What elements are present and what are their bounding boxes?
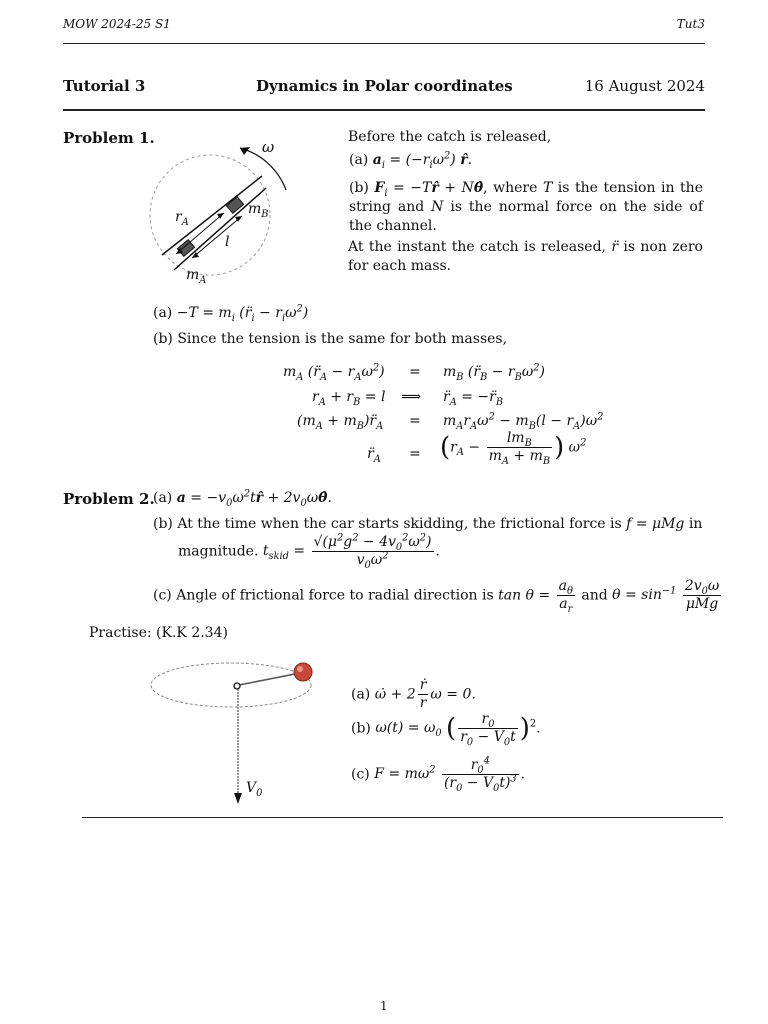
problem1-solution-b: (b) Since the tension is the same for both masses, xyxy=(153,331,508,347)
equation-line-3-rhs: $m_Ar_A\omega^2 - m_B(l - r_A)\omega^2$ xyxy=(443,411,604,432)
problem2-heading: Problem 2. xyxy=(63,490,155,508)
problem2-part-b: (b) At the time when the car starts skidding, the frictional force is f = μMg in xyxy=(153,516,703,532)
problem2-skid-time: magnitude. $t_{skid}$ = $\frac{√(\mu^2g^2 - 4v_0^2\omega^2)}{v_0\omega^2}$ . xyxy=(178,532,440,571)
problem1-solution-a: $(a) -T = m_i$ $(r̈_i - r_i\omega^2)$ xyxy=(153,303,309,324)
practise-part-a: (a) ω̇ + 2 $\frac{\text{ṙ}}{r}$ ω = 0. xyxy=(351,677,476,711)
string-horizontal xyxy=(239,673,300,685)
problem2-part-c: (c) Angle of frictional force to radial direction is tan θ = $\frac{a_\theta}{a_r}$ and $\theta = \sin^{-1}$ $\frac{2v_0\omega}{\text{μMg}}$ xyxy=(153,578,720,615)
equation-line-3-eq: = xyxy=(409,413,421,429)
tutorial-tag: Tut3 xyxy=(676,17,705,31)
page-title: Dynamics in Polar coordinates xyxy=(256,77,513,95)
l-label: l xyxy=(225,234,230,250)
equation-line-1-lhs: $m_A$ $(r̈_A - r_A\omega^2)$ xyxy=(283,362,385,383)
r-a-label: $r_A$ xyxy=(175,209,189,228)
orbit-ellipse xyxy=(151,663,311,707)
practise-part-b: (b) $\omega(t) = \omega_0$ ( $\frac{r_0}{r_0 - V_0t}$ )$^2$. xyxy=(351,711,541,748)
v0-label: $V_0$ xyxy=(246,780,263,799)
down-arrow-icon xyxy=(234,793,242,804)
m-b-label: $m_B$ xyxy=(248,201,269,220)
omega-label: ω xyxy=(262,138,275,156)
ball xyxy=(294,663,312,681)
equation-line-1-eq: = xyxy=(409,364,421,380)
rotating-channel-figure xyxy=(140,130,300,290)
l-arrow xyxy=(192,216,242,258)
equation-line-2-lhs: $r_A + r_B = l$ xyxy=(312,389,386,408)
problem1-part-b: (b) $F_i$ = −Tr̂ + Nθ̂, where T is the tension in the string and N is the normal force on the side of the channel. xyxy=(349,180,704,234)
ball-highlight xyxy=(297,666,303,672)
problem1-intro: Before the catch is released, xyxy=(348,129,552,145)
practise-part-c: (c) $F = m\omega^2$ $\frac{r_0^4}{(r_0 - V_0t)^3}$ . xyxy=(351,755,526,794)
practise-label: Practise: (K.K 2.34) xyxy=(89,625,228,641)
equation-line-3-lhs: ($m_A$ + $m_B)r̈_A$ xyxy=(297,413,384,432)
equation-line-4-rhs: ($r_A$ − $\frac{lm_B}{m_A + m_B}$ ) $\omega^2$ xyxy=(440,430,587,467)
header-rule xyxy=(63,43,705,44)
course-code: MOW 2024-25 S1 xyxy=(63,17,171,31)
problem1-heading: Problem 1. xyxy=(63,129,155,147)
hole xyxy=(234,683,240,689)
problem1-part-a: (a) $a_i = (-r_i\omega^2)$ r̂. xyxy=(349,150,473,171)
equation-line-4-eq: = xyxy=(409,446,421,462)
equation-line-2-rhs: $r̈_A$ = $-r̈_B$ xyxy=(443,389,504,408)
page-number: 1 xyxy=(380,999,388,1013)
problem2-part-a: (a) $a = -v_0\omega^2tr̂$ + $2v_0\omega\thetâ$. xyxy=(153,488,332,509)
string-mass-figure xyxy=(148,655,318,810)
tutorial-date: 16 August 2024 xyxy=(584,77,705,95)
equation-line-4-lhs: $r̈_A$ xyxy=(367,446,381,465)
tutorial-number: Tutorial 3 xyxy=(63,77,146,95)
title-rule xyxy=(63,109,705,111)
equation-line-1-rhs: $m_B$ $(r̈_B - r_B\omega^2)$ xyxy=(443,362,545,383)
implies-arrow-icon: ⟹ xyxy=(401,389,422,405)
section-end-rule xyxy=(82,817,723,818)
m-a-label: $m_A$ xyxy=(186,267,207,286)
problem1-instant-text: At the instant the catch is released, r̈ is non zero for each mass. xyxy=(348,239,703,274)
